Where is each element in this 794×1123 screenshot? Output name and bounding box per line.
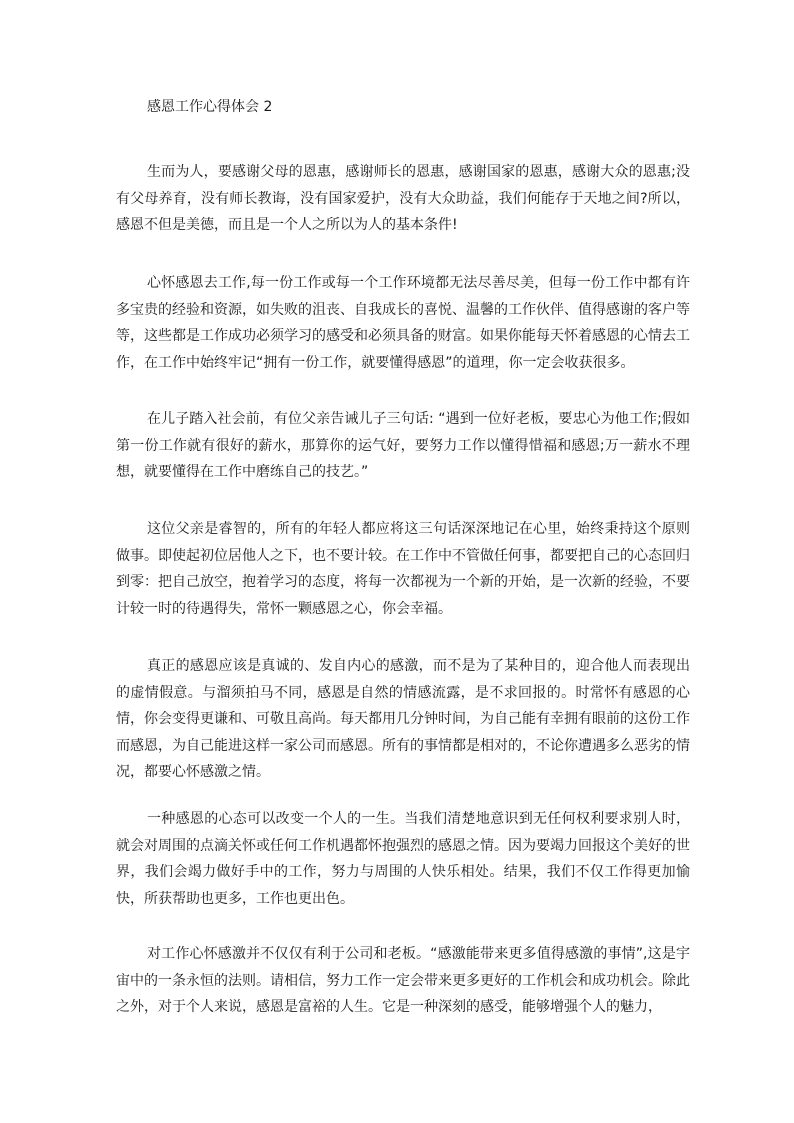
paragraph: 生而为人，要感谢父母的恩惠，感谢师长的恩惠，感谢国家的恩惠，感谢大众的恩惠;没有父母养育，没有师长教诲，没有国家爱护，没有大众助益，我们何能存于天地之间?所以，感恩不但是美德，而且是一个人之所以为人的基本条件! <box>116 164 690 234</box>
document-title: 感恩工作心得体会 2 <box>147 99 273 115</box>
paragraph: 在儿子踏入社会前，有位父亲告诫儿子三句话: “遇到一位好老板，要忠心为他工作;假如第一份工作就有很好的薪水，那算你的运气好，要努力工作以懂得惜福和感恩;万一薪水不理想，就要懂得在工作中磨练自己的技艺。” <box>116 411 690 481</box>
paragraph: 这位父亲是睿智的，所有的年轻人都应将这三句话深深地记在心里，始终秉持这个原则做事。即使起初位居他人之下，也不要计较。在工作中不管做任何事，都要把自己的心态回归到零：把自己放空，抱着学习的态度，将每一次都视为一个新的开始，是一次新的经验，不要计较一时的待遇得失，常怀一颗感恩之心，你会幸福。 <box>116 521 690 617</box>
paragraph: 一种感恩的心态可以改变一个人的一生。当我们清楚地意识到无任何权利要求别人时，就会对周围的点滴关怀或任何工作机遇都怀抱强烈的感恩之情。因为要竭力回报这个美好的世界，我们会竭力做好手中的工作，努力与周围的人快乐相处。结果，我们不仅工作得更加愉快，所获帮助也更多，工作也更出色。 <box>116 811 690 907</box>
paragraph: 真正的感恩应该是真诚的、发自内心的感激，而不是为了某种目的，迎合他人而表现出的虚情假意。与溜须拍马不同，感恩是自然的情感流露，是不求回报的。时常怀有感恩的心情，你会变得更谦和、可敬且高尚。每天都用几分钟时间，为自己能有幸拥有眼前的这份工作而感恩，为自己能进这样一家公司而感恩。所有的事情都是相对的，不论你遭遇多么恶劣的情况，都要心怀感激之情。 <box>116 658 690 781</box>
paragraph: 对工作心怀感激并不仅仅有利于公司和老板。“感激能带来更多值得感激的事情”,这是宇宙中的一条永恒的法则。请相信，努力工作一定会带来更多更好的工作机会和成功机会。除此之外，对于个人来说，感恩是富裕的人生。它是一种深刻的感受，能够增强个人的魅力， <box>116 946 690 1016</box>
paragraph: 心怀感恩去工作,每一份工作或每一个工作环境都无法尽善尽美，但每一份工作中都有许多宝贵的经验和资源，如失败的沮丧、自我成长的喜悦、温馨的工作伙伴、值得感谢的客户等等，这些都是工作成功必须学习的感受和必须具备的财富。如果你能每天怀着感恩的心情去工作，在工作中始终牢记“拥有一份工作，就要懂得感恩”的道理，你一定会收获很多。 <box>116 275 690 371</box>
